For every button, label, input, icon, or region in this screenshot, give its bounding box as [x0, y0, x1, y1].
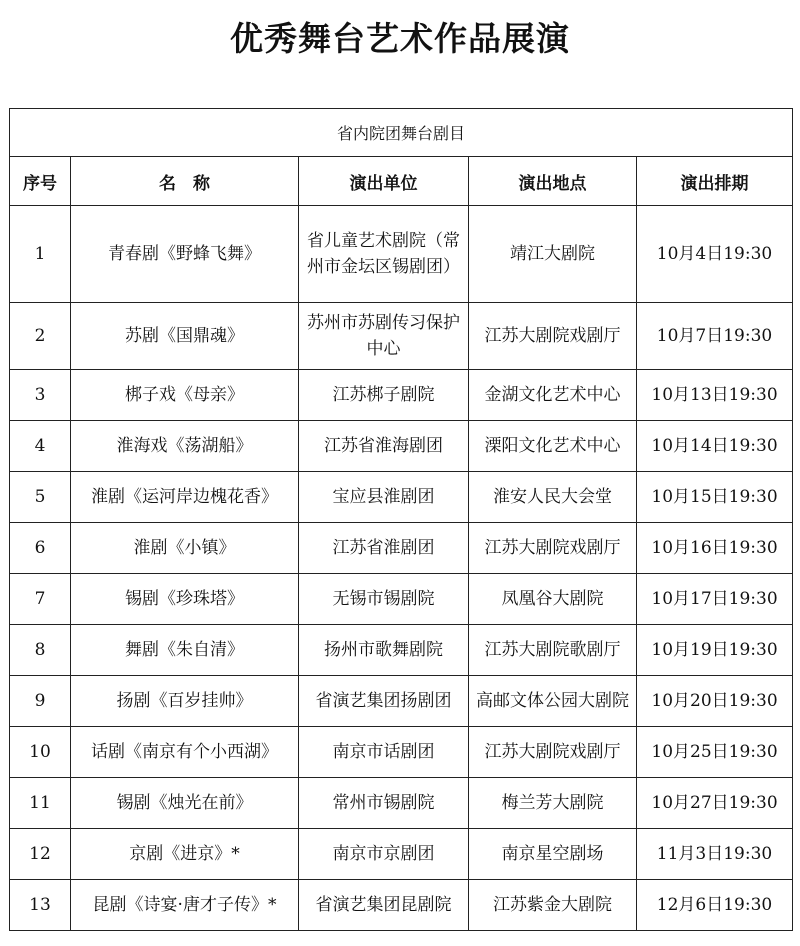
table-row: [10, 880, 793, 931]
table-row: [10, 206, 793, 303]
cell-date: 10月4日19:30: [637, 206, 793, 303]
cell-name: 扬剧《百岁挂帅》: [71, 676, 299, 727]
cell-place: 江苏大剧院戏剧厅: [469, 523, 637, 574]
cell-date: 10月25日19:30: [637, 727, 793, 778]
cell-name: 京剧《进京》*: [71, 829, 299, 880]
table-row: [10, 574, 793, 625]
cell-unit: 南京市京剧团: [299, 829, 469, 880]
table-row: [10, 676, 793, 727]
table-row: [10, 829, 793, 880]
cell-name: 梆子戏《母亲》: [71, 370, 299, 421]
table-row: [10, 370, 793, 421]
cell-date: 10月15日19:30: [637, 472, 793, 523]
cell-place: 江苏紫金大剧院: [469, 880, 637, 931]
cell-name: 苏剧《国鼎魂》: [71, 303, 299, 370]
cell-place: 金湖文化艺术中心: [469, 370, 637, 421]
cell-no: 13: [10, 880, 71, 931]
cell-name: 青春剧《野蜂飞舞》: [71, 206, 299, 303]
header-place: 演出地点: [469, 157, 637, 206]
cell-place: 溧阳文化艺术中心: [469, 421, 637, 472]
cell-unit: 扬州市歌舞剧院: [299, 625, 469, 676]
header-unit: 演出单位: [299, 157, 469, 206]
cell-place: 淮安人民大会堂: [469, 472, 637, 523]
cell-place: 江苏大剧院戏剧厅: [469, 727, 637, 778]
cell-no: 1: [10, 206, 71, 303]
cell-date: 10月17日19:30: [637, 574, 793, 625]
cell-place: 靖江大剧院: [469, 206, 637, 303]
table-caption: 省内院团舞台剧目: [10, 109, 793, 157]
cell-place: 江苏大剧院戏剧厅: [469, 303, 637, 370]
cell-date: 10月20日19:30: [637, 676, 793, 727]
header-name: 名 称: [71, 157, 299, 206]
cell-unit: 江苏梆子剧院: [299, 370, 469, 421]
cell-unit: 宝应县淮剧团: [299, 472, 469, 523]
table-caption-row: [10, 109, 793, 157]
cell-no: 3: [10, 370, 71, 421]
page-title: 优秀舞台艺术作品展演: [230, 19, 570, 58]
cell-date: 10月13日19:30: [637, 370, 793, 421]
cell-unit: 江苏省淮海剧团: [299, 421, 469, 472]
cell-date: 12月6日19:30: [637, 880, 793, 931]
cell-name: 锡剧《烛光在前》: [71, 778, 299, 829]
cell-no: 5: [10, 472, 71, 523]
cell-place: 江苏大剧院歌剧厅: [469, 625, 637, 676]
cell-unit: 省演艺集团扬剧团: [299, 676, 469, 727]
cell-unit: 省儿童艺术剧院（常州市金坛区锡剧团）: [299, 206, 469, 303]
cell-unit: 江苏省淮剧团: [299, 523, 469, 574]
cell-date: 10月16日19:30: [637, 523, 793, 574]
cell-name: 舞剧《朱自清》: [71, 625, 299, 676]
cell-no: 12: [10, 829, 71, 880]
cell-date: 10月7日19:30: [637, 303, 793, 370]
cell-unit: 苏州市苏剧传习保护中心: [299, 303, 469, 370]
table-row: [10, 472, 793, 523]
performance-schedule-table: [9, 108, 793, 931]
cell-date: 10月27日19:30: [637, 778, 793, 829]
cell-unit: 省演艺集团昆剧院: [299, 880, 469, 931]
cell-unit: 南京市话剧团: [299, 727, 469, 778]
header-no: 序号: [10, 157, 71, 206]
cell-place: 高邮文体公园大剧院: [469, 676, 637, 727]
cell-unit: 无锡市锡剧院: [299, 574, 469, 625]
table-row: [10, 421, 793, 472]
cell-date: 11月3日19:30: [637, 829, 793, 880]
cell-name: 锡剧《珍珠塔》: [71, 574, 299, 625]
cell-name: 昆剧《诗宴·唐才子传》*: [71, 880, 299, 931]
cell-name: 淮海戏《荡湖船》: [71, 421, 299, 472]
table-row: [10, 625, 793, 676]
cell-date: 10月19日19:30: [637, 625, 793, 676]
table-row: [10, 303, 793, 370]
cell-no: 8: [10, 625, 71, 676]
cell-name: 话剧《南京有个小西湖》: [71, 727, 299, 778]
header-date: 演出排期: [637, 157, 793, 206]
table-header-row: [10, 157, 793, 206]
cell-place: 凤凰谷大剧院: [469, 574, 637, 625]
cell-no: 7: [10, 574, 71, 625]
cell-no: 9: [10, 676, 71, 727]
cell-no: 4: [10, 421, 71, 472]
cell-date: 10月14日19:30: [637, 421, 793, 472]
table-row: [10, 523, 793, 574]
cell-no: 11: [10, 778, 71, 829]
cell-name: 淮剧《运河岸边槐花香》: [71, 472, 299, 523]
cell-no: 10: [10, 727, 71, 778]
cell-no: 6: [10, 523, 71, 574]
cell-name: 淮剧《小镇》: [71, 523, 299, 574]
cell-no: 2: [10, 303, 71, 370]
table-row: [10, 778, 793, 829]
cell-place: 南京星空剧场: [469, 829, 637, 880]
cell-place: 梅兰芳大剧院: [469, 778, 637, 829]
cell-unit: 常州市锡剧院: [299, 778, 469, 829]
table-row: [10, 727, 793, 778]
